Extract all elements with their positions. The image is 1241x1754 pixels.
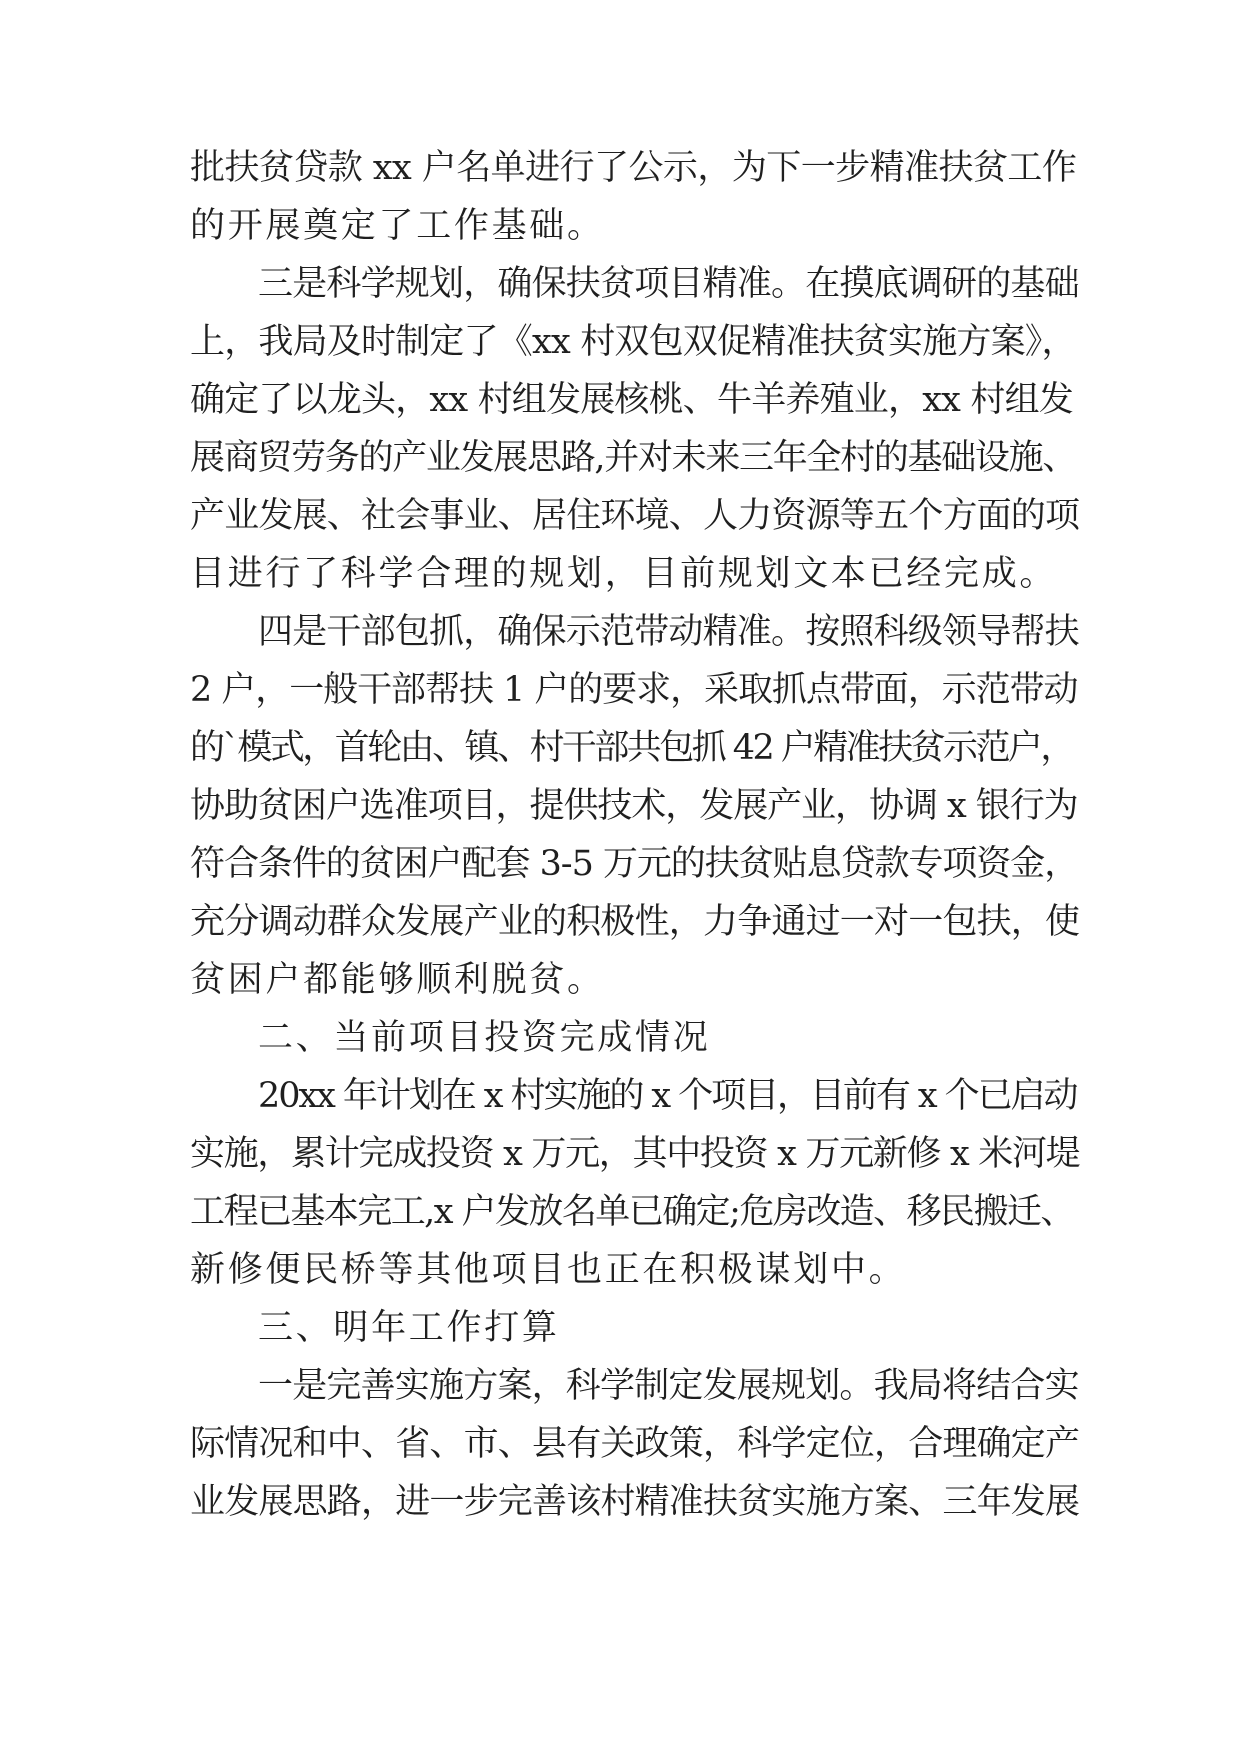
section-heading: 二、当前项目投资完成情况 — [258, 1018, 711, 1058]
text-line: 实施，累计完成投资 x 万元，其中投资 x 万元新修 x 米河堤 — [190, 1134, 1080, 1174]
section-heading: 三、明年工作打算 — [258, 1308, 560, 1348]
paragraph-start-line: 一是完善实施方案，科学制定发展规划。我局将结合实 — [258, 1366, 1079, 1406]
text-line: 工程已基本完工,x 户发放名单已确定;危房改造、移民搬迁、 — [190, 1192, 1074, 1232]
text-line: 上，我局及时制定了《xx 村双包双促精准扶贫实施方案》， — [190, 322, 1076, 362]
text-line: 批扶贫贷款 xx 户名单进行了公示，为下一步精准扶贫工作 — [190, 148, 1077, 188]
text-line: 协助贫困户选准项目，提供技术，发展产业，协调 x 银行为 — [190, 786, 1078, 826]
text-line: 充分调动群众发展产业的积极性，力争通过一对一包扶，使 — [190, 902, 1080, 942]
text-line: 2 户，一般干部帮扶 1 户的要求，采取抓点带面，示范带动 — [190, 670, 1078, 710]
text-line: 业发展思路，进一步完善该村精准扶贫实施方案、三年发展 — [190, 1482, 1080, 1522]
paragraph-start-line: 四是干部包抓，确保示范带动精准。按照科级领导帮扶 — [258, 612, 1079, 652]
text-line: 的`模式，首轮由、镇、村干部共包抓 42 户精准扶贫示范户， — [190, 728, 1073, 768]
text-line: 目进行了科学合理的规划，目前规划文本已经完成。 — [190, 554, 1058, 594]
text-line: 展商贸劳务的产业发展思路,并对未来三年全村的基础设施、 — [190, 438, 1077, 478]
text-line: 的开展奠定了工作基础。 — [190, 206, 605, 246]
text-line: 新修便民桥等其他项目也正在积极谋划中。 — [190, 1250, 907, 1290]
text-line: 产业发展、社会事业、居住环境、人力资源等五个方面的项 — [190, 496, 1080, 536]
paragraph-start-line: 20xx 年计划在 x 村实施的 x 个项目，目前有 x 个已启动 — [258, 1076, 1077, 1116]
text-line: 符合条件的贫困户配套 3-5 万元的扶贫贴息贷款专项资金， — [190, 844, 1079, 884]
text-line: 确定了以龙头，xx 村组发展核桃、牛羊养殖业，xx 村组发 — [190, 380, 1074, 420]
paragraph-start-line: 三是科学规划，确保扶贫项目精准。在摸底调研的基础 — [258, 264, 1079, 304]
text-line: 贫困户都能够顺利脱贫。 — [190, 960, 605, 1000]
text-line: 际情况和中、省、市、县有关政策，科学定位，合理确定产 — [190, 1424, 1080, 1464]
